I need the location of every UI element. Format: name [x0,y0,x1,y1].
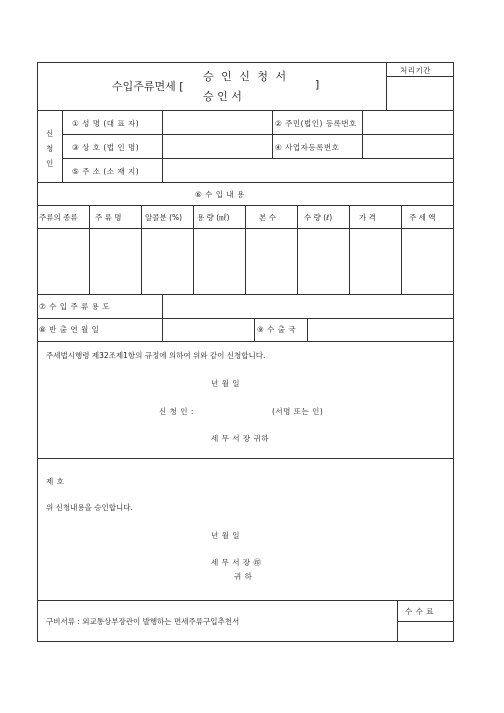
fee-label: 수 수 료 [405,607,435,616]
resident-number-label: ② 주민(법인) 등록번호 [275,119,357,128]
form-border-left [37,62,38,642]
form-title-application: 승 인 신 청 서 [203,70,289,83]
export-country-field[interactable] [308,319,452,340]
applicant-bottom-line [37,182,454,183]
col-header-tax: 주 세 액 [409,213,436,222]
col-header-quantity: 수 량 (ℓ) [304,213,333,222]
application-addressee: 세 무 서 장 귀하 [211,434,270,443]
form-border-bottom [37,641,454,642]
approval-addressee: 귀 하 [234,572,253,581]
col-header-liquor-name: 주 류 명 [95,213,122,222]
signature-or-seal-note: (서명 또는 인) [272,407,324,416]
form-title-prefix: 수입주류면세 [ [112,80,184,93]
processing-box-divider [386,62,387,111]
import-details-entry-area[interactable] [38,229,453,293]
approval-statement: 위 신청내용을 승인합니다. [46,503,133,512]
usage-bottom-line [37,341,454,342]
approval-date-line: 년 월 일 [211,531,241,540]
company-name-field[interactable] [163,135,271,157]
resident-number-field[interactable] [363,111,452,133]
application-date-line: 년 월 일 [211,379,241,388]
application-statement: 주세법시행령 제32조제1항의 규정에 의하여 위와 같이 신청합니다. [46,351,266,360]
approval-issuer: 세 무 서 장 ㊞ [211,558,262,567]
application-bottom-line [37,458,454,459]
import-details-section-label: ⑥ 수 입 내 용 [195,190,245,199]
form-border-right [453,62,454,642]
business-number-field[interactable] [363,135,452,157]
import-purpose-label: ⑦ 수 입 주 류 용 도 [39,302,110,311]
applicant-side-label-3: 인 [46,159,54,168]
form-border-top [37,62,454,63]
required-documents-note: 구비서류 : 외교통상부장관이 발행하는 면세주류구입추천서 [46,617,240,626]
import-purpose-field[interactable] [163,295,452,317]
carry-in-date-label: ⑧ 반 출 연 월 일 [39,325,100,334]
col-header-liquor-type: 주류의 종류 [39,213,78,222]
applicant-side-label-1: 신 [46,129,54,138]
form-title-bracket: ] [315,78,320,91]
company-name-label: ③ 상 호 (법 인 명) [72,143,140,152]
carry-in-date-field[interactable] [163,319,253,340]
applicant-side-label-2: 청 [46,144,54,153]
col-header-price: 가 격 [359,213,376,222]
form-title-approval: 승 인 서 [203,90,242,103]
processing-period-label: 처리기간 [400,66,431,75]
approval-number-label: 제 호 [46,477,65,486]
representative-name-field[interactable] [163,111,271,133]
address-field[interactable] [163,159,452,181]
representative-name-label: ① 성 명 (대 표 자) [72,119,140,128]
address-label: ⑤ 주 소 (소 재 지) [72,167,140,176]
applicant-signature-label: 신 청 인 : [159,407,194,416]
processing-box-line [386,76,453,77]
col-header-alcohol: 알콜분 (%) [145,213,183,222]
applicant-mid-divider [272,110,273,158]
business-number-label: ④ 사업자등록번호 [275,143,340,152]
export-country-divider [254,318,255,341]
col-header-bottles: 본 수 [259,213,276,222]
col-header-volume: 용 량 (㎖) [197,213,230,222]
approval-bottom-line [37,600,454,601]
export-country-label: ⑨ 수 출 국 [257,325,297,334]
fee-field[interactable] [398,622,452,640]
applicant-side-divider [62,110,63,182]
